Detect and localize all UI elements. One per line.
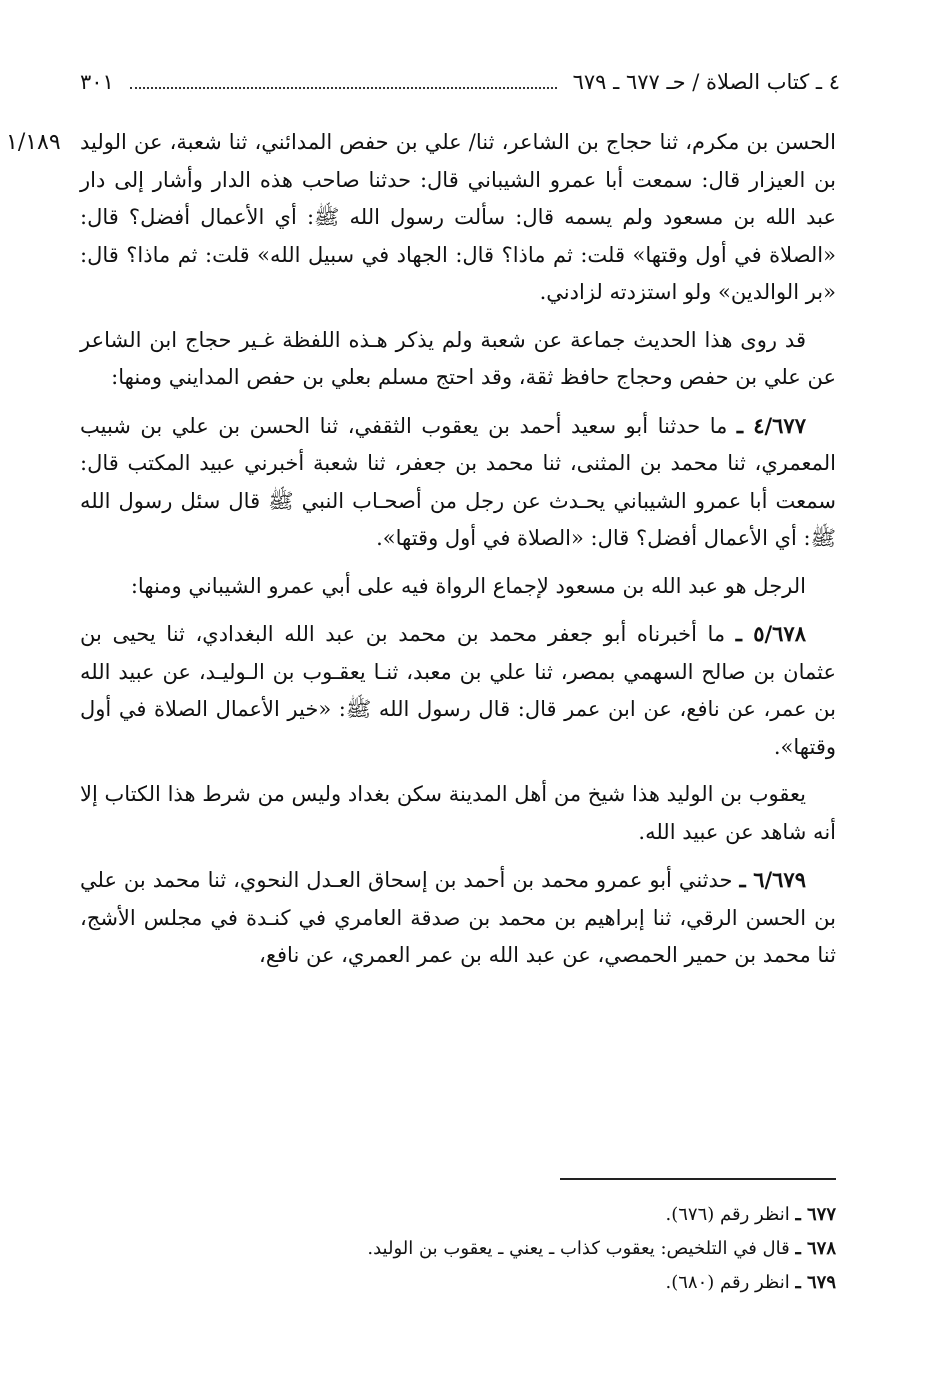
running-header [80, 66, 840, 98]
hadith-number: ٥/٦٧٨ ـ [735, 621, 806, 646]
footnote-divider [560, 1178, 836, 1180]
paragraph-text: ما حدثنا أبو سعيد أحمد بن يعقوب الثقفي، ثنا الحسن بن علي بن شبيب المعمري، ثنا محمد بن المثنى، ثنا محمد بن جعفر، ثنا شعبة أخبرني عبيد المكتب قال: سمعت أبا عمرو الشيباني يحـدث عن رجل من أصحـاب النبي ﷺ قال سئل رسول الله ﷺ: أي الأعمال أفضل؟ قال: «الصلاة في أول وقتها». [80, 413, 836, 550]
hadith-677 [80, 407, 836, 558]
paragraph-text: يعقوب بن الوليد هذا شيخ من أهل المدينة سكن بغداد وليس من شرط هذا الكتاب إلا أنه شاهد عن عبيد الله. [80, 782, 836, 844]
main-text [80, 124, 836, 985]
footnotes [80, 1198, 836, 1300]
footnote-number: ٦٧٨ ـ [795, 1238, 836, 1259]
footnote-text: انظر رقم (٦٧٦). [665, 1204, 790, 1225]
hadith-number: ٤/٦٧٧ ـ [736, 412, 806, 438]
paragraph-text: قد روى هذا الحديث جماعة عن شعبة ولم يذكر هـذه اللفظة غـير حجاج ابن الشاعر عن علي بن حفص وحجاج حافظ ثقة، وقد احتج مسلم بعلي بن حفص المدايني ومنها: [80, 327, 836, 389]
paragraph-text: الرجل هو عبد الله بن مسعود لإجماع الرواة فيه على أبي عمرو الشيباني ومنها: [130, 573, 806, 598]
header-title: ٤ ـ كتاب الصلاة / حـ ٦٧٧ ـ ٦٧٩ [572, 70, 840, 94]
margin-page-reference: ١/١٨٩ [6, 130, 61, 155]
paragraph-text: الحسن بن مكرم، ثنا حجاج بن الشاعر، ثنا/ علي بن حفص المدائني، ثنا شعبة، عن الوليد بن العيزار قال: سمعت أبا عمرو الشيباني قال: حدثنا صاحب هذه الدار وأشار إلى دار عبد الله بن مسعود ولم يسمه قال: سألت رسول الله ﷺ: أي الأعمال أفضل؟ قال: «الصلاة في أول وقتها» قلت: ثم ماذا؟ قال: الجهاد في سبيل الله» قلت: ثم ماذا؟ قال: «بر الوالدين» ولو استزدته لزادني. [80, 130, 836, 304]
paragraph-text: حدثني أبو عمرو محمد بن أحمد بن إسحاق العـدل النحوي، ثنا محمد بن علي بن الحسن الرقي، ثنا إبراهيم بن محمد بن صدقة العامري في كنـدة في مجلس الأشج، ثنا محمد بن حمير الحمصي، عن عبد الله بن عمر العمري، عن نافع، [80, 868, 836, 967]
paragraph-commentary [80, 322, 836, 397]
footnote-item [80, 1198, 836, 1232]
footnote-number: ٦٧٩ ـ [795, 1272, 836, 1293]
paragraph-commentary [80, 568, 836, 606]
footnote-item [80, 1266, 836, 1300]
footnote-item [80, 1232, 836, 1266]
hadith-679 [80, 861, 836, 975]
footnote-text: انظر رقم (٦٨٠). [665, 1272, 790, 1293]
hadith-number: ٦/٦٧٩ ـ [739, 867, 806, 892]
page-number: ٣٠١ [80, 70, 114, 94]
footnote-text: قال في التلخيص: يعقوب كذاب ـ يعني ـ يعقوب بن الوليد. [367, 1238, 790, 1259]
hadith-678 [80, 615, 836, 766]
paragraph-continuation [80, 124, 836, 312]
paragraph-text: ما أخبرناه أبو جعفر محمد بن محمد بن عبد الله البغدادي، ثنا يحيى بن عثمان بن صالح السهمي بمصر، ثنا علي بن معبد، ثنـا يعقـوب بن الـوليـد، عن عبيد الله بن عمر، عن نافع، عن ابن عمر قال: قال رسول الله ﷺ: «خير الأعمال الصلاة في أول وقتها». [80, 622, 836, 759]
footnote-number: ٦٧٧ ـ [795, 1204, 836, 1225]
dotted-leader [130, 75, 557, 89]
paragraph-commentary [80, 776, 836, 851]
